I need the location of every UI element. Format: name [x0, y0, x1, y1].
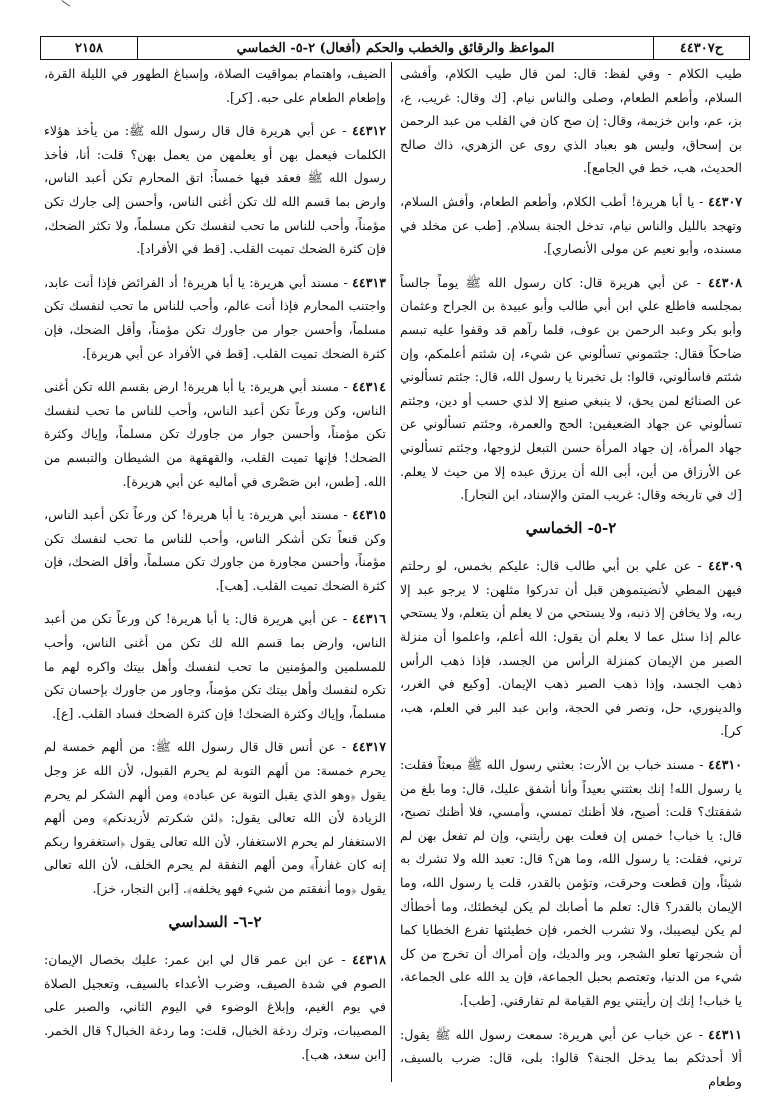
header-page-number: ٢١٥٨: [75, 40, 103, 56]
entry-text: - عن أبي هريرة قال: يا أبا هريرة! كن ورعاً تكن من أعبد الناس، وارض بما قسم الله لك تكن من أغنى الناس، وأحب للمسلمين والمؤمنين ما تحب لنفسك وأهل بيتك واكره لهم ما تكره لنفسك وأهل بيتك تكن مؤمناً، وجاور من جاورك بإحسان تكن مسلماً، وإياك وكثرة الضحك! فإن كثرة الضحك فساد القلب. [ع].: [44, 611, 387, 721]
entry-number: ٤٤٣١٦: [352, 611, 386, 627]
entry-44309: [400, 554, 742, 743]
entry-number: ٤٤٣١٢: [352, 123, 386, 139]
entry-number: ٤٤٣٠٧: [708, 193, 742, 209]
section-heading: ٢-٥- الخماسي: [525, 518, 617, 537]
entry-number: ٤٤٣٠٩: [708, 558, 742, 574]
entry-text: - عن أبي هريرة قال: كان رسول الله ﷺ يوماً جالساً بمجلسه فاطلع علي ابن أبي طالب وأبو عبيدة بن الجراح وعثمان وأبو بكر وعبد الرحمن بن عوف، فلما رآهم قد وقفوا عليه تبسم ضاحكاً فقال: جئتموني تسألوني عن شيء، إن شئتم أعلمكم، وإن شئتم فاسألوني، قالوا: بل تخبرنا يا رسول الله، قال: جئتم تسألوني عن الصنائع لمن يحق، لا ينبغي صنيع إلا لذي حسب أو دين، وجئتم تسألوني عن جهاد الضعيفين: الحج والعمرة، وجئتم تسألوني عن جهاد المرأة، إن جهاد المرأة حسن التبعل لزوجها، وجئتم تسألوني عن الأرزاق من أين، أبى الله أن يرزق عبده إلا من حيث لا يعلم. [ك في تاريخه وقال: غريب المتن والإسناد، ابن النجار].: [400, 274, 742, 503]
entry-text: الضيف، واهتمام بمواقيت الصلاة، وإسباغ الطهور في الليلة القرة، وإطعام الطعام على حبه. [كر].: [44, 66, 386, 105]
entry-number: ٤٤٣١١: [708, 1026, 742, 1042]
entry-number: ٤٤٣١٣: [352, 274, 386, 290]
entry-text: - عن علي بن أبي طالب قال: عليكم بخمس، لو رحلتم فيهن المطي لأنضيتموهن قبل أن تدركوا مثلهن: لا يرجو عبد إلا ربه، ولا يخافن إلا ذنبه، ولا يستحي من لا يعلم أن يتعلم، ولا يستحي عالم إذا سئل عما لا يعلم أن يقول: الله أعلم، واعلموا أن منزلة الصبر من الإيمان كمنزلة الرأس من الجسد، فإذا ذهب الرأس ذهب الجسد، وإذا ذهب الصبر ذهب الإيمان. [وكيع في الغرر، والدينوري، حل، ونصر في الحجة، وابن عبد البر في العلم، هب، كر].: [400, 558, 742, 739]
right-column: [400, 62, 742, 1103]
entry-text: - عن ابن عمر قال لي ابن عمر: عليك بخصال الإيمان: الصوم في شدة الصيف، وضرب الأعداء بالسيف، وتعجيل الصلاة في يوم الغيم، وإبلاغ الوضوء في اليوم الثاني، والصبر على المصيبات، وترك ردغة الخبال، قلت: وما ردغة الخبال؟ قال الخمر. [ابن سعد، هب].: [44, 952, 386, 1062]
entry-44307: [400, 190, 742, 261]
entry-number: ٤٤٣١٤: [352, 379, 386, 395]
entry-44311: [400, 1023, 742, 1094]
entry-text: - مسند أبي هريرة: يا أبا هريرة! ارض بقسم الله تكن أغنى الناس، وكن ورعاً تكن أعبد الناس، وأحب للناس ما تحب لنفسك تكن مؤمناً، وأحسن جوار من جاورك تكن مسلماً، وإياك وكثرة الضحك! فإنها تميت القلب، والقهقهة من الشيطان والتبسم من الله. [طس، ابن صَصْرى في أماليه عن أبي هريرة].: [44, 379, 386, 489]
entry-44315: [44, 503, 386, 597]
entry-number: ٤٤٣١٥: [352, 507, 386, 523]
entry-text: - يا أبا هريرة! أطب الكلام، وأطعم الطعام، وأفش السلام، وتهجد بالليل والناس نيام، تدخل الجنة بسلام. [طب عن مخلد في مسنده، وأبو نعيم عن مولى الأنصاري].: [400, 193, 742, 257]
entry-44308: [400, 271, 742, 507]
entry-text: - مسند خباب بن الأرت: بعثني رسول الله ﷺ مبعثاً فقلت: يا رسول الله! إنك بعثتني بعيداً وأنا أشفق عليك، قال: وما بلغ من شفقتك؟ قلت: أصبح، فلا أظنك تمسي، وأمسي، فلا أظنك تصبح، قال: يا خباب! خمس إن فعلت بهن رأيتني، وإن لم تفعل بهن لم ترني، فقلت: يا رسول الله، وما هن؟ قال: تعبد الله ولا تشرك به شيئاً، وإن قطعت وحرقت، وتؤمن بالقدر، قلت يا رسول الله، وما الإيمان بالقدر؟ قال: تعلم ما أصابك لم يكن ليخطئك، وما أخطأك لم يكن ليصيبك، ولا تشرب الخمر، فإن خطيئتها تفرع الخطايا كما أن شجرتها تعلو الشجر، وبر والديك، وإن أمراك أن تخرج من كل شيء من الدنيا، وتعتصم بحبل الجماعة، فإن يد الله على الجماعة، يا خباب! إنك إن رأيتني يوم القيامة لم تفارقني. [طب].: [400, 757, 742, 1008]
entry-text: - عن أبي هريرة قال قال رسول الله ﷺ: من يأخذ هؤلاء الكلمات فيعمل بهن أو يعلمهن من يعمل بهن؟ قلت: أنا، فأخذ رسول الله ﷺ فعقد فيها خمساً: اتق المحارم تكن أعبد الناس، وارض بما قسم الله لك تكن أغنى الناس، وأحسن إلى جارك تكن مؤمناً، وأحب للناس ما تحب لنفسك تكن مسلماً، ولا تكثر الضحك، فإن كثرة الضحك تميت القلب. [قط في الأفراد].: [44, 123, 386, 257]
entry-44310: [400, 753, 742, 1013]
header-hadith-code: ح٤٤٣٠٧: [653, 37, 749, 59]
entry-text: - عن خباب عن أبي هريرة: سمعت رسول الله ﷺ يقول: ألا أحدثكم بما يدخل الجنة؟ قالوا: بلى، قال: ضرب بالسيف، وطعام: [400, 1026, 742, 1089]
entry-44318: [44, 948, 386, 1066]
entry-44314: [44, 375, 386, 493]
entry-44317: [44, 735, 386, 900]
section-heading: ٢-٦- السداسي: [168, 912, 262, 931]
column-divider: [391, 62, 392, 1082]
page-header: [40, 36, 750, 60]
entry-text: - عن أنس قال قال رسول الله ﷺ: من ألهم خمسة لم يحرم خمسة: من ألهم التوبة لم يحرم القبول، لأن الله عز وجل يقول ﴿وهو الذي يقبل التوبة عن عباده﴾ ومن ألهم الشكر لم يحرم الزيادة لأن الله تعالى يقول: ﴿لئن شكرتم لأزيدنكم﴾ ومن ألهم الاستغفار لم يحرم الاستغفار، لأن الله تعالى يقول ﴿استغفروا ربكم إنه كان غفاراً﴾ ومن ألهم النفقة لم يحرم الخلف، لأن الله تعالى يقول ﴿وما أنفقتم من شيء فهو يخلفه﴾. [ابن النجار، خز].: [44, 739, 386, 896]
entry-44312: [44, 119, 386, 261]
entry-number: ٤٤٣١٠: [708, 757, 742, 773]
scan-mark: [56, 0, 71, 15]
entry-44313: [44, 271, 386, 365]
entry-number: ٤٤٣١٧: [352, 739, 386, 755]
entry-text: طيب الكلام - وفي لفظ: قال: لمن قال طيب الكلام، وأفشى السلام، وأطعم الطعام، وصلى والناس نيام. [ك وقال: غريب، ع، بز، عم، وابن خزيمة، وقال: إن صح كان في القلب من عبد الرحمن بن إسحاق، وليس هو بعباد الذي روى عن الزهري، ذاك صالح الحديث، هب، خط في الجامع].: [400, 66, 742, 176]
header-title: المواعظ والرقائق والخطب والحكم (أفعال) ٢-٥- الخماسي: [137, 37, 653, 59]
entry-text: - مسند أبي هريرة: يا أبا هريرة! كن ورعاً تكن أعبد الناس، وكن قنعاً تكن أشكر الناس، وأحب للناس ما تحب لنفسك تكن مؤمناً، وأحسن مجاورة من جاورك تكن مسلماً، وأقل الضحك، فإن كثرة الضحك تميت القلب. [هب].: [44, 507, 386, 593]
entry-continuation: [44, 62, 386, 109]
entry-continuation: [400, 62, 742, 180]
entry-number: ٤٤٣٠٨: [708, 274, 742, 290]
entry-text: - مسند أبي هريرة: يا أبا هريرة! أد الفرائض فإذا أنت عابد، واجتنب المحارم فإذا أنت عالم، وأحب للناس ما تحب لنفسك تكن مسلماً، وأحسن جوار من جاورك تكن مؤمناً، وأقل الضحك، فإن كثرة الضحك تميت القلب. [قط في الأفراد عن أبي هريرة].: [44, 274, 386, 361]
left-column: [44, 62, 386, 1076]
entry-number: ٤٤٣١٨: [352, 952, 386, 968]
entry-44316: [44, 607, 386, 725]
